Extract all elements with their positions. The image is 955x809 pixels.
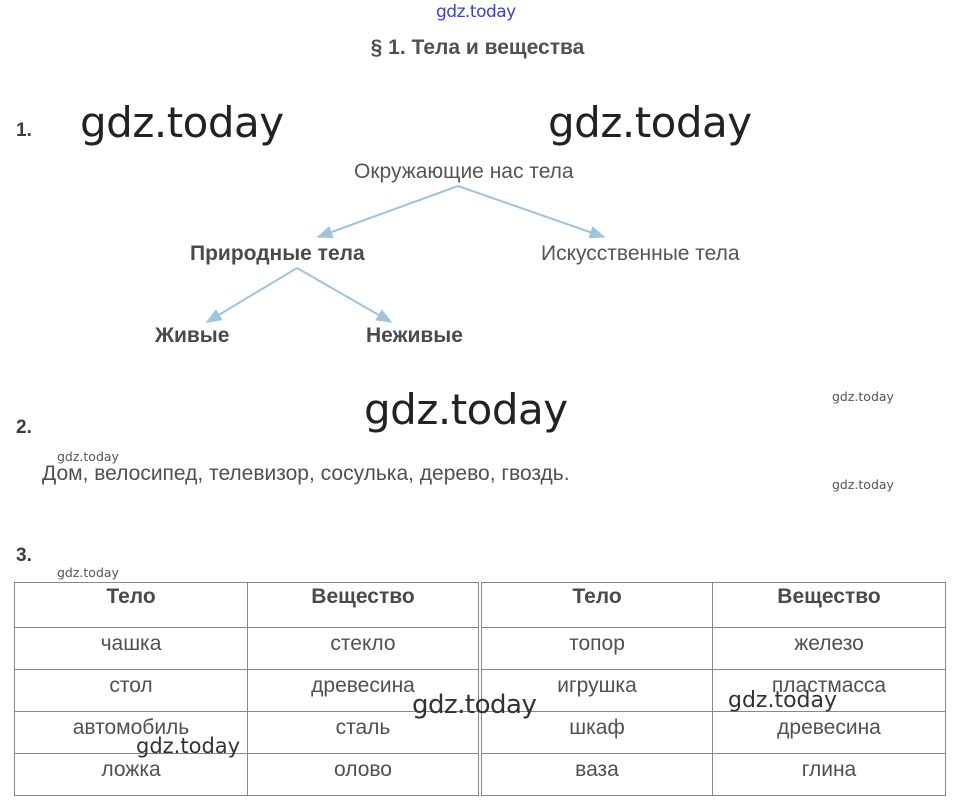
table-cell: игрушка <box>480 670 713 712</box>
table-header-body-1: Тело <box>15 583 248 628</box>
task-2-text: Дом, велосипед, телевизор, сосулька, дерево, гвоздь. <box>42 462 570 485</box>
diagram-nonliving: Неживые <box>366 324 463 347</box>
table-cell: древесина <box>248 670 481 712</box>
table-cell: ложка <box>15 754 248 796</box>
table-cell: топор <box>480 628 713 670</box>
table-row <box>15 754 946 796</box>
table-cell: стол <box>15 670 248 712</box>
table-cell: железо <box>713 628 946 670</box>
table-cell: автомобиль <box>15 712 248 754</box>
arrow-root-to-natural <box>318 186 458 237</box>
watermark-big-left: gdz.today <box>80 98 284 147</box>
task-3-number: 3. <box>16 545 32 566</box>
watermark-small-right-2: gdz.today <box>832 477 894 492</box>
table-cell: глина <box>713 754 946 796</box>
table-cell: чашка <box>15 628 248 670</box>
arrow-natural-to-nonliving <box>297 268 391 322</box>
watermark-small-right-1: gdz.today <box>832 389 894 404</box>
diagram-root: Окружающие нас тела <box>354 160 574 183</box>
arrow-root-to-artificial <box>458 186 604 237</box>
table-cell: древесина <box>713 712 946 754</box>
arrow-natural-to-living <box>207 268 297 322</box>
task-2-number: 2. <box>16 417 32 438</box>
watermark-table-right: gdz.today <box>728 688 838 713</box>
table-cell: ваза <box>480 754 713 796</box>
diagram-living: Живые <box>155 324 230 347</box>
watermark-table-center: gdz.today <box>412 690 537 720</box>
watermark-small-task3: gdz.today <box>57 565 119 580</box>
table-header-row <box>15 583 946 628</box>
page-title: § 1. Тела и вещества <box>370 36 585 59</box>
table-cell: пластмасса <box>713 670 946 712</box>
table-cell: сталь <box>248 712 481 754</box>
table-cell: стекло <box>248 628 481 670</box>
table-cell: шкаф <box>480 712 713 754</box>
task-1-number: 1. <box>16 120 32 141</box>
watermark-small-task2: gdz.today <box>57 449 119 464</box>
watermark-top: gdz.today <box>436 2 516 22</box>
table-header-body-2: Тело <box>480 583 713 628</box>
watermark-big-center: gdz.today <box>364 385 568 434</box>
table-header-substance-2: Вещество <box>713 583 946 628</box>
watermark-big-right: gdz.today <box>548 98 752 147</box>
table-header-substance-1: Вещество <box>248 583 481 628</box>
watermark-table-left: gdz.today <box>136 734 241 758</box>
table-row <box>15 628 946 670</box>
diagram-artificial: Искусственные тела <box>541 242 740 265</box>
diagram-natural: Природные тела <box>190 242 365 265</box>
table-cell: олово <box>248 754 481 796</box>
